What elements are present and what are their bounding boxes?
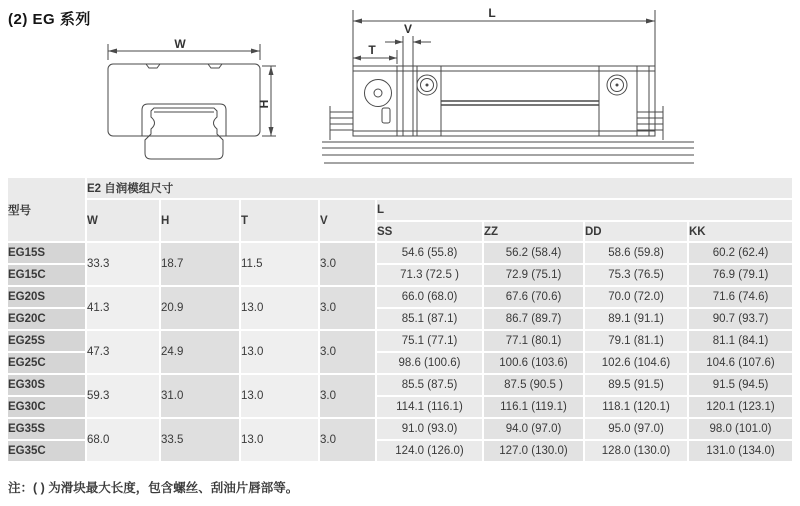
header-zz: ZZ <box>484 222 583 241</box>
table-row <box>8 243 792 263</box>
model-cell: EG35C <box>8 441 85 461</box>
rail-cutout <box>142 104 226 136</box>
t-cell: 13.0 <box>241 375 318 417</box>
header-model: 型号 <box>8 178 85 241</box>
header-l: L <box>377 200 792 220</box>
t-dimension-label: T <box>368 43 376 57</box>
ss-cell: 114.1 (116.1) <box>377 397 482 417</box>
ss-cell: 85.1 (87.1) <box>377 309 482 329</box>
table-row <box>8 287 792 307</box>
w-cell: 59.3 <box>87 375 159 417</box>
dd-cell: 128.0 (130.0) <box>585 441 687 461</box>
h-cell: 33.5 <box>161 419 239 461</box>
front-view-diagram <box>84 38 284 170</box>
dd-cell: 79.1 (81.1) <box>585 331 687 351</box>
h-dimension-label: H <box>257 99 271 109</box>
ss-cell: 85.5 (87.5) <box>377 375 482 395</box>
t-cell: 11.5 <box>241 243 318 285</box>
kk-cell: 120.1 (123.1) <box>689 397 792 417</box>
kk-cell: 91.5 (94.5) <box>689 375 792 395</box>
l-dimension-label: L <box>488 6 496 20</box>
v-cell: 3.0 <box>320 331 375 373</box>
model-cell: EG30S <box>8 375 85 395</box>
zz-cell: 94.0 (97.0) <box>484 419 583 439</box>
dd-cell: 70.0 (72.0) <box>585 287 687 307</box>
mounting-hole-right <box>607 75 627 95</box>
h-cell: 20.9 <box>161 287 239 329</box>
kk-cell: 104.6 (107.6) <box>689 353 792 373</box>
v-cell: 3.0 <box>320 375 375 417</box>
t-cell: 13.0 <box>241 331 318 373</box>
w-cell: 33.3 <box>87 243 159 285</box>
dimension-l <box>353 10 655 66</box>
zz-cell: 67.6 (70.6) <box>484 287 583 307</box>
ss-cell: 71.3 (72.5 ) <box>377 265 482 285</box>
dd-cell: 58.6 (59.8) <box>585 243 687 263</box>
ss-cell: 98.6 (100.6) <box>377 353 482 373</box>
model-cell: EG15C <box>8 265 85 285</box>
header-w: W <box>87 200 159 241</box>
v-cell: 3.0 <box>320 287 375 329</box>
dd-cell: 102.6 (104.6) <box>585 353 687 373</box>
ss-cell: 54.6 (55.8) <box>377 243 482 263</box>
t-cell: 13.0 <box>241 419 318 461</box>
ss-cell: 91.0 (93.0) <box>377 419 482 439</box>
t-cell: 13.0 <box>241 287 318 329</box>
dimension-v <box>385 40 431 45</box>
block-outline <box>108 64 260 136</box>
end-seal-tab <box>382 108 390 123</box>
zz-cell: 56.2 (58.4) <box>484 243 583 263</box>
w-cell: 68.0 <box>87 419 159 461</box>
w-cell: 41.3 <box>87 287 159 329</box>
zz-cell: 100.6 (103.6) <box>484 353 583 373</box>
carriage-body <box>353 36 655 136</box>
model-cell: EG25S <box>8 331 85 351</box>
section-title: (2) EG 系列 <box>8 11 91 28</box>
zz-cell: 86.7 (89.7) <box>484 309 583 329</box>
zz-cell: 77.1 (80.1) <box>484 331 583 351</box>
zz-cell: 127.0 (130.0) <box>484 441 583 461</box>
table-row <box>8 419 792 439</box>
ss-cell: 66.0 (68.0) <box>377 287 482 307</box>
dd-cell: 95.0 (97.0) <box>585 419 687 439</box>
header-dd: DD <box>585 222 687 241</box>
rail-hatch-right <box>637 106 663 140</box>
dd-cell: 118.1 (120.1) <box>585 397 687 417</box>
table-row <box>8 375 792 395</box>
kk-cell: 60.2 (62.4) <box>689 243 792 263</box>
model-cell: EG35S <box>8 419 85 439</box>
kk-cell: 76.9 (79.1) <box>689 265 792 285</box>
h-cell: 18.7 <box>161 243 239 285</box>
footnote: 注：( ) 为滑块最大长度，包含螺丝、刮油片唇部等。 <box>8 481 299 495</box>
kk-cell: 71.6 (74.6) <box>689 287 792 307</box>
table-row <box>8 331 792 351</box>
kk-cell: 98.0 (101.0) <box>689 419 792 439</box>
kk-cell: 81.1 (84.1) <box>689 331 792 351</box>
h-cell: 31.0 <box>161 375 239 417</box>
v-cell: 3.0 <box>320 243 375 285</box>
w-cell: 47.3 <box>87 331 159 373</box>
model-cell: EG20C <box>8 309 85 329</box>
ss-cell: 124.0 (126.0) <box>377 441 482 461</box>
h-cell: 24.9 <box>161 331 239 373</box>
v-cell: 3.0 <box>320 419 375 461</box>
rail-hatch-left <box>330 106 353 140</box>
model-cell: EG25C <box>8 353 85 373</box>
header-v: V <box>320 200 375 241</box>
zz-cell: 116.1 (119.1) <box>484 397 583 417</box>
header-kk: KK <box>689 222 792 241</box>
rail-profile <box>145 108 223 159</box>
kk-cell: 131.0 (134.0) <box>689 441 792 461</box>
side-view-diagram <box>320 2 698 170</box>
zz-cell: 72.9 (75.1) <box>484 265 583 285</box>
dd-cell: 89.1 (91.1) <box>585 309 687 329</box>
model-cell: EG15S <box>8 243 85 263</box>
rail-base-lines <box>322 142 694 163</box>
grease-nipple <box>365 80 392 107</box>
lubrication-module-lines <box>403 36 413 136</box>
model-cell: EG30C <box>8 397 85 417</box>
w-dimension-label: W <box>174 38 186 51</box>
v-dimension-label: V <box>403 22 413 36</box>
kk-cell: 90.7 (93.7) <box>689 309 792 329</box>
header-h: H <box>161 200 239 241</box>
zz-cell: 87.5 (90.5 ) <box>484 375 583 395</box>
ss-cell: 75.1 (77.1) <box>377 331 482 351</box>
model-cell: EG20S <box>8 287 85 307</box>
header-ss: SS <box>377 222 482 241</box>
header-group: E2 自润模组尺寸 <box>87 178 792 198</box>
dd-cell: 75.3 (76.5) <box>585 265 687 285</box>
mounting-hole-left <box>417 75 437 95</box>
header-t: T <box>241 200 318 241</box>
dimension-table <box>6 176 794 463</box>
dd-cell: 89.5 (91.5) <box>585 375 687 395</box>
rail-edge-lines <box>441 101 599 105</box>
